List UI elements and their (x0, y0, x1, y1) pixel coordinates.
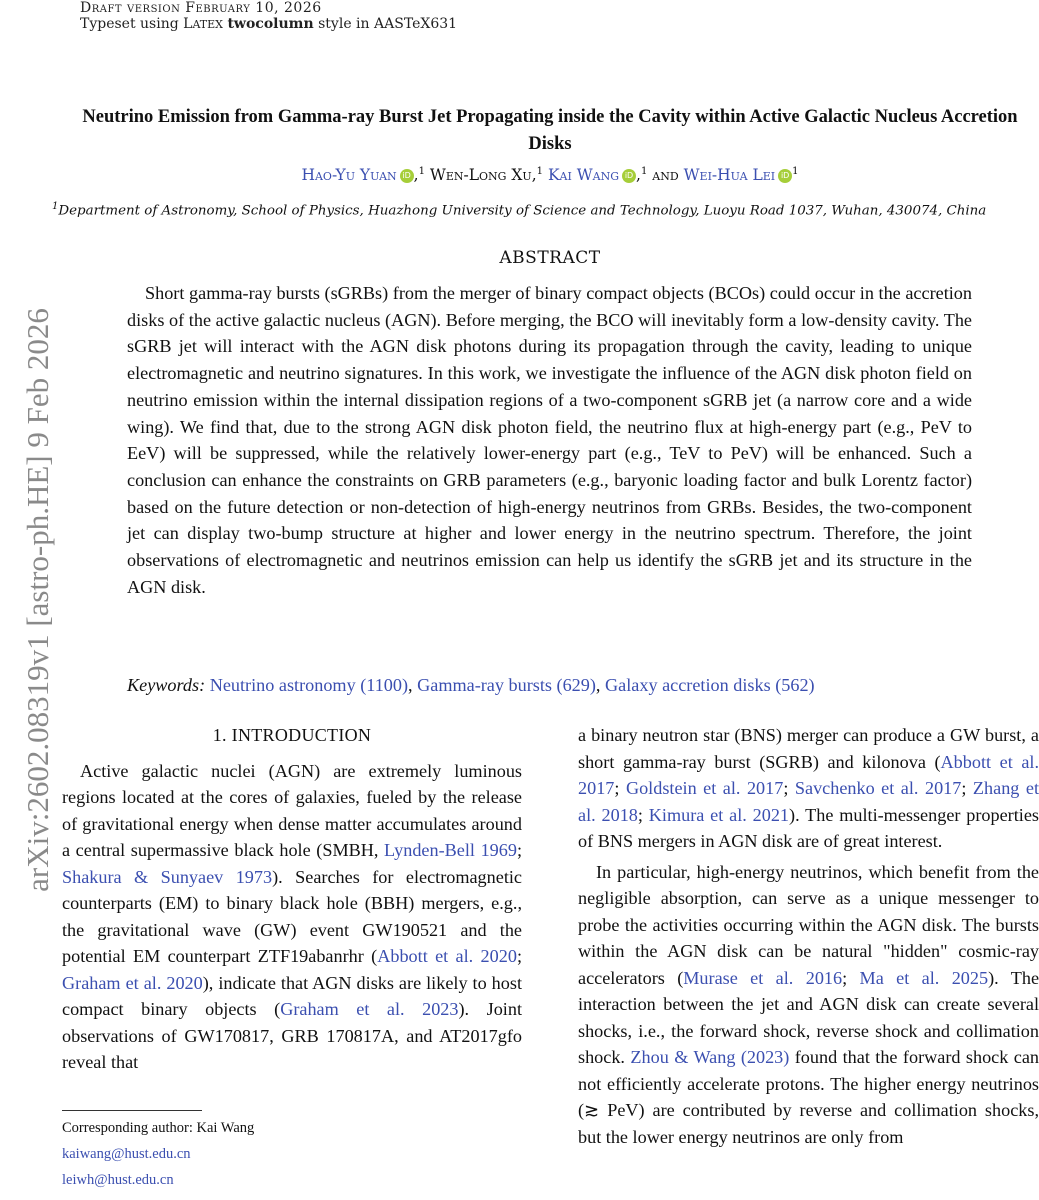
text-run: ). The interaction between the jet and AGN disk can create several shocks, i.e., the forward shock, reverse shock and collimation shock. (578, 967, 1039, 1067)
orcid-icon[interactable]: iD (778, 169, 792, 183)
citation-link[interactable]: Zhang et al. 2018 (578, 778, 1039, 825)
citation-link[interactable]: Abbott et al. 2020 (377, 946, 517, 966)
affiliation-text: Department of Astronomy, School of Physics, Huazhong University of Science and Technology, Luoyu Road 1037, Wuhan, 430074, China (58, 203, 987, 219)
citation-link[interactable]: Graham et al. 2020 (62, 972, 203, 993)
text-run: ), indicate that AGN disks are likely to host compact binary objects ( (62, 972, 522, 1019)
keyword-link[interactable]: Gamma-ray bursts (629) (417, 675, 596, 695)
affiliation-number: 1 (52, 201, 59, 212)
typeset-bold: twocolumn (227, 16, 314, 32)
text-run: ; (516, 840, 523, 860)
affiliation (52, 201, 1039, 218)
text-run: ; (516, 946, 522, 966)
text-run: ; (842, 967, 860, 988)
abstract-text: Short gamma-ray bursts (sGRBs) from the merger of binary compact objects (BCOs) could occur in the accretion disks of the active galactic nucleus (AGN). Before merging, the BCO will inevitably form a low-density cavity. The sGRB jet will interact with the AGN disk photons during its propagation through the cavity, leading to unique electromagnetic and neutrino signatures. In this work, we investigate the influence of the AGN disk photon field on neutrino emission within the internal dissipation regions of a two-component sGRB jet (a narrow core and a wide wing). We find that, due to the strong AGN disk photon field, the neutrino flux at high-energy part (e.g., PeV to EeV) will be suppressed, while the relatively lower-energy part (e.g., TeV to PeV) will be enhanced. Such a conclusion can enhance the constraints on GRB parameters (e.g., baryonic loading factor and bulk Lorentz factor) based on the future detection or non-detection of high-energy neutrinos from GRBs. Besides, the two-component jet can display two-bump structure at higher and lower energy in the neutrino spectrum. Therefore, the joint observations of electromagnetic and neutrinos emission can help us identify the sGRB jet and its structure in the AGN disk. (127, 283, 972, 597)
footnotes (62, 1115, 522, 1193)
text-run: Active galactic nuclei (AGN) are extremely luminous regions located at the cores of galaxies, fueled by the release of gravitational energy when dense matter accumulates around a central supermassive black hole (SMBH, (62, 760, 522, 860)
citation-link[interactable]: Savchenko et al. 2017 (794, 778, 962, 798)
intro-paragraph-2 (578, 859, 1039, 1151)
text-run: ; (961, 778, 973, 798)
author-link-hao-yu-yuan[interactable]: Hao-Yu Yuan (301, 166, 397, 185)
citation-link[interactable]: Zhou & Wang (2023) (630, 1047, 790, 1067)
affiliation-mark: 1 (536, 166, 543, 177)
text-run: a binary neutron star (BNS) merger can produce a GW burst, a short gamma-ray burst (SGRB) and kilonova ( (578, 725, 1039, 772)
corresponding-author: Corresponding author: Kai Wang (62, 1120, 255, 1136)
citation-link[interactable]: Goldstein et al. 2017 (625, 778, 784, 798)
citation-link[interactable]: Murase et al. 2016 (683, 967, 843, 988)
author-link-wei-hua-lei[interactable]: Wei-Hua Lei (683, 166, 776, 185)
arxiv-identifier-stamp: arXiv:2602.08319v1 [astro-ph.HE] 9 Feb 2026 (20, 308, 55, 892)
section-heading-introduction: 1. INTRODUCTION (212, 725, 372, 745)
orcid-icon[interactable]: iD (622, 169, 636, 183)
author-wen-long-xu: Wen-Long Xu (429, 166, 532, 185)
keywords-label: Keywords: (127, 675, 206, 695)
typeset-suffix: style in AASTeX631 (318, 16, 458, 32)
left-column (62, 722, 522, 1076)
author-conjunction: and (652, 166, 679, 185)
typeset-line (80, 16, 457, 32)
affiliation-mark: 1 (640, 166, 648, 177)
typeset-prefix: Typeset using L (80, 16, 193, 32)
citation-link[interactable]: Kimura et al. 2021 (648, 804, 790, 825)
text-run: ; (614, 778, 626, 798)
keyword-link[interactable]: Neutrino astronomy (1100) (209, 675, 409, 695)
text-run: ). Joint observations of GW170817, GRB 170817A, and AT2017gfo reveal that (62, 999, 522, 1072)
text-run: ). Searches for electromagnetic counterparts (EM) to binary black hole (BBH) mergers, e.g., the gravitational wave (GW) event GW190521 and the potential EM counterpart ZTF19abanrhr ( (62, 866, 522, 966)
text-run: found that the forward shock can not efficiently accelerate protons. The higher energy neutrinos (≳ PeV) are contributed by reverse and collimation shocks, but the lower energy neutrinos are only from (578, 1047, 1039, 1147)
affiliation-mark: 1 (418, 166, 425, 177)
citation-link[interactable]: Lynden-Bell 1969 (384, 840, 517, 860)
draft-version-line: Draft version February 10, 2026 (80, 0, 322, 16)
footnote-divider (62, 1110, 202, 1111)
text-run: In particular, high-energy neutrinos, which benefit from the negligible absorption, can serve as a unique messenger to probe the activities occurring within the AGN disk. The bursts within the AGN disk can be natural "hidden" cosmic-ray accelerators ( (578, 861, 1039, 988)
orcid-icon[interactable]: iD (400, 169, 414, 183)
text-run: ; (637, 804, 649, 825)
keyword-link[interactable]: Galaxy accretion disks (562) (605, 675, 815, 695)
email-link[interactable]: leiwh@hust.edu.cn (62, 1172, 174, 1188)
typeset-latex: ATEX (192, 18, 223, 31)
keywords-line: Keywords: Neutrino astronomy (1100), Gamma-ray bursts (629), Galaxy accretion disks (562) (127, 675, 815, 695)
text-run: ). The multi-messenger properties of BNS mergers in AGN disk are of great interest. (578, 804, 1039, 851)
citation-link[interactable]: Graham et al. 2023 (280, 999, 459, 1019)
citation-link[interactable]: Abbott et al. 2017 (578, 751, 1039, 798)
citation-link[interactable]: Ma et al. 2025 (859, 967, 989, 988)
citation-link[interactable]: Shakura & Sunyaev 1973 (62, 866, 273, 887)
right-column (578, 722, 1039, 1150)
abstract-heading: ABSTRACT (499, 248, 601, 268)
intro-paragraph-1-continued (578, 722, 1039, 855)
text-run: ; (783, 778, 795, 798)
paper-title: Neutrino Emission from Gamma-ray Burst Jet Propagating inside the Cavity within Active Galactic Nucleus Accretion Disks (82, 107, 1018, 154)
email-link[interactable]: kaiwang@hust.edu.cn (62, 1146, 191, 1162)
author-list: Hao-Yu Yuan iD ,$^1$ Wen-Long Xu,$^1$ Kai Wang iD ,$^1$ and Wei-Hua Lei iD $^1$ (301, 166, 799, 185)
author-link-kai-wang[interactable]: Kai Wang (547, 166, 620, 185)
intro-paragraph-1 (62, 758, 522, 1076)
affiliation-mark: 1 (792, 166, 799, 177)
